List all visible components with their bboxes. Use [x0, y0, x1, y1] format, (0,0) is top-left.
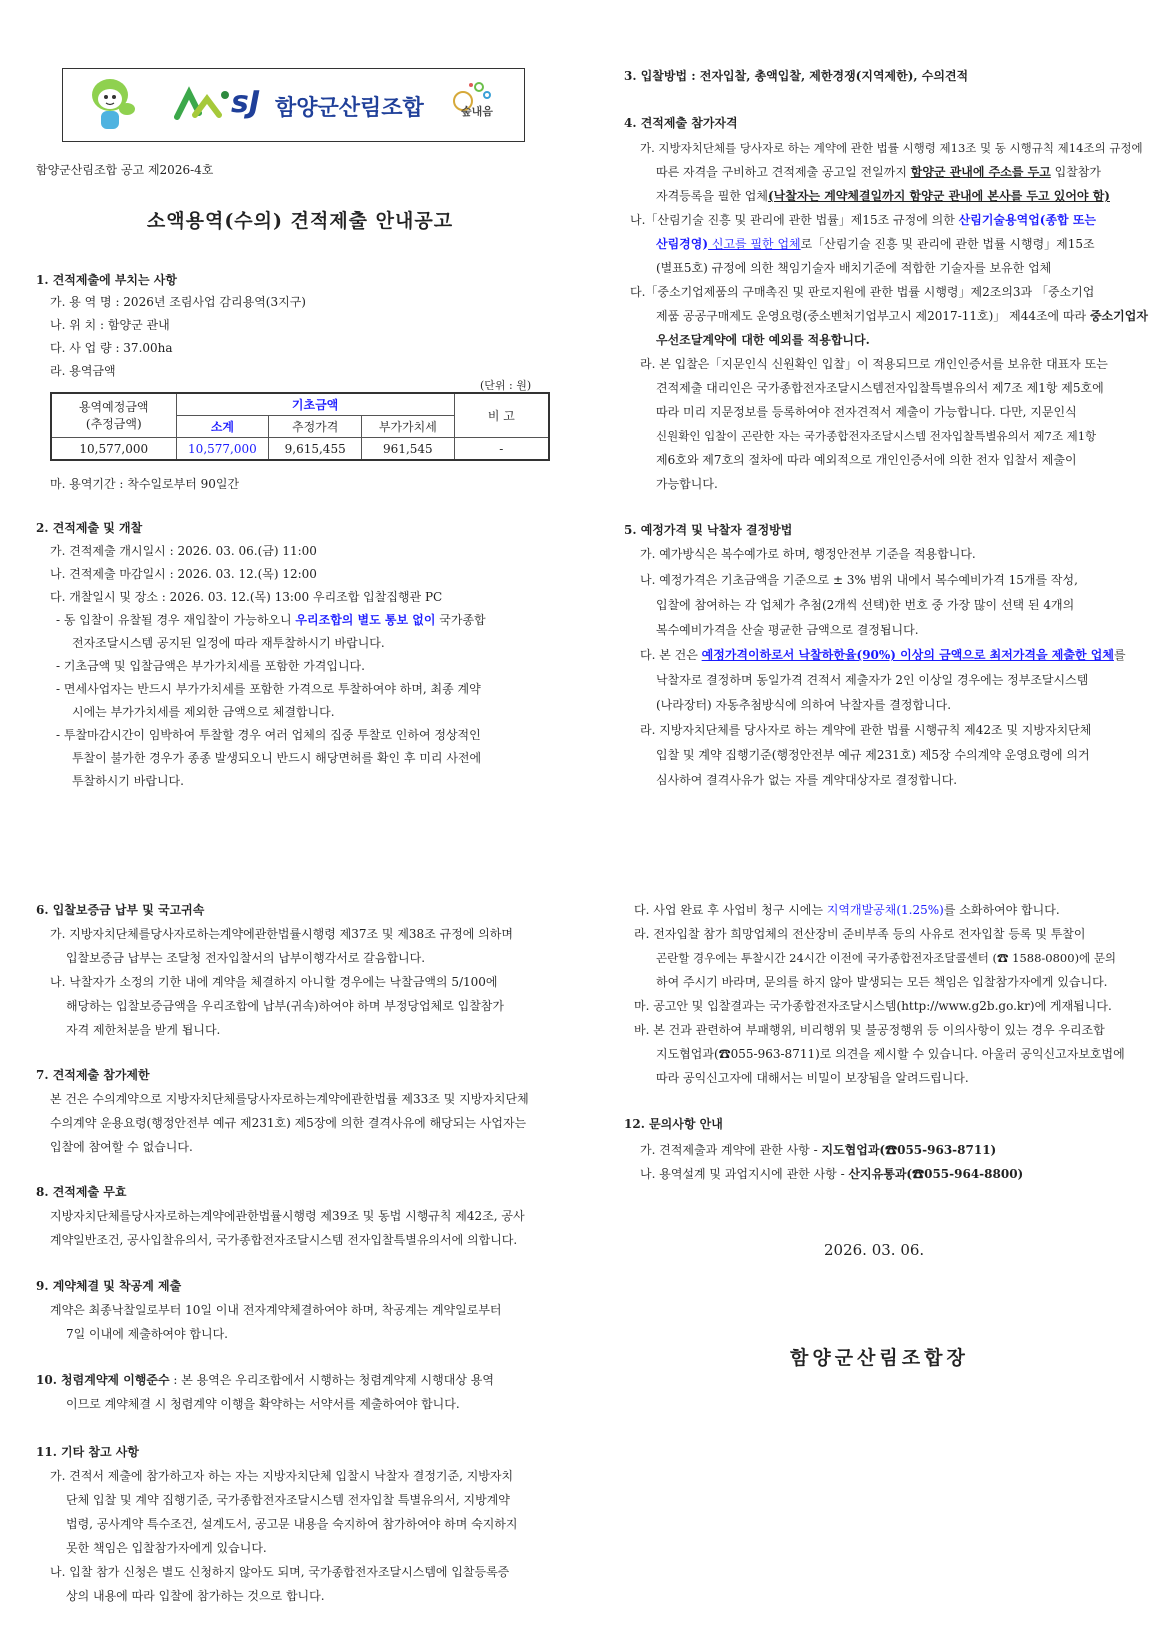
s1-item-e: 마. 용역기간 : 착수일로부터 90일간 — [50, 477, 240, 491]
s11-a-3: 법령, 공사계약 특수조건, 설계도서, 공고문 내용을 숙지하여 참가하여야 하며 숙지하지 — [66, 1517, 518, 1531]
s2-note-4-cont2: 투찰하시기 바랍니다. — [72, 774, 184, 788]
s2-note-4: - 투찰마감시간이 임박하여 투찰할 경우 여러 업체의 집중 투찰로 인하여 정상적인 — [56, 728, 481, 742]
s2-note-4-cont1: 투찰이 불가한 경우가 종종 발생되오니 반드시 해당면허를 확인 후 미리 사전에 — [72, 751, 482, 765]
s1-item-c: 다. 사 업 량 : 37.00ha — [50, 341, 173, 355]
s9-line-2: 7일 이내에 제출하여야 합니다. — [66, 1327, 228, 1341]
s5-d-1: 라. 지방자치단체를 당사자로 하는 계약에 관한 법률 시행규칙 제42조 및 지방자치단체 — [640, 723, 1092, 737]
s11-f-3: 따라 공익신고자에 대해서는 비밀이 보장됨을 알려드립니다. — [656, 1071, 969, 1085]
s4-b-2: 산림경영) 신고를 필한 업체로「산림기술 진흥 및 관리에 관한 법률 시행령」제15조 — [656, 237, 1095, 251]
section-1-heading: 1. 견적제출에 부치는 사항 — [36, 273, 177, 287]
s8-line-2: 계약일반조건, 공사입찰유의서, 국가종합전자조달시스템 전자입찰특별유의서에 의합니다. — [50, 1233, 518, 1247]
s4-a-2: 따른 자격을 구비하고 견적제출 공고일 전일까지 함양군 관내에 주소를 두고 입찰참가 — [656, 165, 1101, 179]
s5-a: 가. 예가방식은 복수예가로 하며, 행정안전부 기준을 적용합니다. — [640, 547, 976, 561]
section-8-heading: 8. 견적제출 무효 — [36, 1185, 127, 1199]
section-7-heading: 7. 견적제출 참가제한 — [36, 1068, 150, 1082]
note-header: 비 고 — [454, 393, 549, 438]
section-12-heading: 12. 문의사항 안내 — [624, 1117, 723, 1131]
notice-date: 2026. 03. 06. — [824, 1241, 925, 1259]
s4-d-5: 제6호와 제7호의 절차에 따라 예외적으로 개인인증서에 의한 전자 입찰서 제출이 — [656, 453, 1077, 467]
section-9-heading: 9. 계약체결 및 착공계 제출 — [36, 1279, 182, 1293]
note-value: - — [454, 438, 549, 461]
s5-b-3: 복수예비가격을 산술 평균한 금액으로 결정됩니다. — [656, 623, 919, 637]
s6-a-1: 가. 지방자치단체를당사자로하는계약에관한법률시행령 제37조 및 제38조 규정에 의하며 — [50, 927, 513, 941]
est-value: 10,577,000 — [51, 438, 176, 461]
mascot-icon — [81, 75, 139, 135]
table-row — [51, 438, 549, 461]
s5-c-2: 낙찰자로 결정하며 동일가격 견적서 제출자가 2인 이상일 경우에는 정부조달시스템 — [656, 673, 1089, 687]
s11-d-2: 곤란할 경우에는 투찰시간 24시간 이전에 국가종합전자조달콜센터 (☎ 1588-0800)에 문의 — [656, 951, 1117, 965]
s5-d-2: 입찰 및 계약 집행기준(행정안전부 예규 제231호) 제5장 수의계약 운영요령에 의거 — [656, 748, 1090, 762]
logo-banner — [62, 68, 525, 142]
s7-line-2: 수의계약 운용요령(행정안전부 예규 제231호) 제5장에 의한 결격사유에 해당되는 사업자는 — [50, 1116, 527, 1130]
unit-label: (단위 : 원) — [480, 379, 532, 392]
s4-d-1: 라. 본 입찰은「지문인식 신원확인 입찰」이 적용되므로 개인인증서를 보유한 대표자 또는 — [640, 357, 1108, 371]
s2-item-b: 나. 견적제출 마감일시 : 2026. 03. 12.(목) 12:00 — [50, 567, 317, 581]
s7-line-1: 본 건은 수의계약으로 지방자치단체를당사자로하는계약에관한법률 제33조 및 지방자치단체 — [50, 1092, 529, 1106]
notice-number: 함양군산림조합 공고 제2026-4호 — [36, 163, 214, 177]
estprice-value: 9,615,455 — [269, 438, 362, 461]
s5-c-1: 다. 본 건은 예정가격이하로서 낙찰하한율(90%) 이상의 금액으로 최저가격을 제출한 업체를 — [640, 648, 1126, 662]
sj-mark-icon — [173, 83, 233, 123]
s4-c-1: 다.「중소기업제품의 구매촉진 및 판로지원에 관한 법률 시행령」제2조의3과 「중소기업 — [630, 285, 1095, 299]
s11-a-2: 단체 입찰 및 계약 집행기준, 국가종합전자조달시스템 전자입찰 특별유의서, 지방계약 — [66, 1493, 510, 1507]
s11-f-2: 지도협업과(☎055-963-8711)로 의견을 제시할 수 있습니다. 아울러 공익신고자보호법에 — [656, 1047, 1125, 1061]
s4-d-4: 신원확인 입찰이 곤란한 자는 국가종합전자조달시스템 전자입찰특별유의서 제7조 제1항 — [656, 429, 1097, 443]
s7-line-3: 입찰에 참여할 수 없습니다. — [50, 1140, 193, 1154]
subtotal-header: 소계 — [176, 416, 269, 438]
s9-line-1: 계약은 최종낙찰일로부터 10일 이내 전자계약체결하여야 하며, 착공계는 계약일로부터 — [50, 1303, 502, 1317]
s11-c-1: 다. 사업 완료 후 사업비 청구 시에는 지역개발공채(1.25%)를 소화하여야 합니다. — [634, 903, 1060, 917]
org-logo-text: 함양군산림조합 — [275, 96, 424, 121]
section-11-heading: 11. 기타 참고 사항 — [36, 1445, 139, 1459]
s11-a-4: 못한 책임은 입찰참가자에게 있습니다. — [66, 1541, 267, 1555]
s12-b: 나. 용역설계 및 과업지시에 관한 사항 - 산지유통과(☎055-964-8800) — [640, 1167, 1024, 1181]
section-6-heading: 6. 입찰보증금 납부 및 국고귀속 — [36, 903, 205, 917]
s5-b-1: 나. 예정가격은 기초금액을 기준으로 ± 3% 범위 내에서 복수예비가격 15개를 작성, — [640, 573, 1078, 587]
s4-c-2: 제품 공공구매제도 운영요령(중소벤처기업부고시 제2017-11호)」 제44조에 따라 중소기업자 — [656, 309, 1148, 323]
s6-b-2: 해당하는 입찰보증금액을 우리조합에 납부(귀속)하여야 하며 부정당업체로 입찰참가 — [66, 999, 504, 1013]
s1-item-d: 라. 용역금액 — [50, 364, 116, 378]
page-title: 소액용역(수의) 견적제출 안내공고 — [146, 210, 454, 232]
s2-item-a: 가. 견적제출 개시일시 : 2026. 03. 06.(금) 11:00 — [50, 544, 317, 558]
s6-a-2: 입찰보증금 납부는 조달청 전자입찰서의 납부이행각서로 갈음합니다. — [66, 951, 426, 965]
s4-c-3: 우선조달계약에 대한 예외를 적용합니다. — [656, 333, 870, 347]
s2-note-3: - 면세사업자는 반드시 부가가치세를 포함한 가격으로 투찰하여야 하며, 최종 계약 — [56, 682, 481, 696]
s1-item-b: 나. 위 치 : 함양군 관내 — [50, 318, 170, 332]
s2-note-1: - 동 입찰이 유찰될 경우 재입찰이 가능하오니 우리조합의 별도 통보 없이 국가종합 — [56, 613, 486, 627]
s4-d-2: 견적제출 대리인은 국가종합전자조달시스템전자입찰특별유의서 제7조 제1항 제5호에 — [656, 381, 1104, 395]
section-2-heading: 2. 견적제출 및 개찰 — [36, 521, 143, 535]
s1-item-a: 가. 용 역 명 : 2026년 조림사업 감리용역(3지구) — [50, 295, 306, 309]
s4-d-3: 따라 미리 지문정보를 등록하여야 전자견적서 제출이 가능합니다. 다만, 지문인식 — [656, 405, 1077, 419]
base-header: 기초금액 — [176, 393, 454, 416]
s4-d-6: 가능합니다. — [656, 477, 718, 491]
section-3-line: 3. 입찰방법 : 전자입찰, 총액입찰, 제한경쟁(지역제한), 수의견적 — [624, 69, 969, 83]
section-4-heading: 4. 견적제출 참가자격 — [624, 116, 738, 130]
s5-d-3: 심사하여 결격사유가 없는 자를 계약대상자로 결정합니다. — [656, 773, 958, 787]
s11-d-1: 라. 전자입찰 참가 희망업체의 전산장비 준비부족 등의 사유로 전자입찰 등록 및 투찰이 — [634, 927, 1086, 941]
s5-c-3: (나라장터) 자동추첨방식에 의하여 낙찰자를 결정합니다. — [656, 698, 952, 712]
s6-b-1: 나. 낙찰자가 소정의 기한 내에 계약을 체결하지 아니할 경우에는 낙찰금액의 5/100에 — [50, 975, 498, 989]
s4-a-1: 가. 지방자치단체를 당사자로 하는 계약에 관한 법률 시행령 제13조 및 동 시행규칙 제14조의 규정에 — [640, 141, 1143, 155]
s2-note-3-cont: 시에는 부가가치세를 제외한 금액으로 체결합니다. — [72, 705, 335, 719]
s2-item-c: 다. 개찰일시 및 장소 : 2026. 03. 12.(목) 13:00 우리조합 입찰집행관 PC — [50, 590, 443, 604]
section-10-line: 10. 청렴계약제 이행준수 : 본 용역은 우리조합에서 시행하는 청렴계약제 시행대상 용역 — [36, 1373, 494, 1387]
s12-a: 가. 견적제출과 계약에 관한 사항 - 지도협업과(☎055-963-8711) — [640, 1143, 997, 1157]
subtotal-value: 10,577,000 — [176, 438, 269, 461]
s6-b-3: 자격 제한처분을 받게 됩니다. — [66, 1023, 221, 1037]
s8-line-1: 지방자치단체를당사자로하는계약에관한법률시행령 제39조 및 동법 시행규칙 제42조, 공사 — [50, 1209, 525, 1223]
s10-line-2: 이므로 계약체결 시 청렴계약 이행을 확약하는 서약서를 제출하여야 합니다. — [66, 1397, 460, 1411]
s4-b-3: (별표5호) 규정에 의한 책임기술자 배치기준에 적합한 기술자를 보유한 업체 — [656, 261, 1052, 275]
s4-b-1: 나.「산림기술 진흥 및 관리에 관한 법률」제15조 규정에 의한 산림기술용역업(종합 또는 — [630, 213, 1097, 227]
estprice-header: 추정가격 — [269, 416, 362, 438]
s5-b-2: 입찰에 참여하는 각 업체가 추첨(2개씩 선택)한 번호 중 가장 많이 선택 된 4개의 — [656, 598, 1075, 612]
signer: 함양군산림조합장 — [790, 1347, 969, 1369]
sj-logo-mark: sJ — [231, 85, 261, 120]
s11-e-1: 마. 공고안 및 입찰결과는 국가종합전자조달시스템(http://www.g2b.go.kr)에 게재됩니다. — [634, 999, 1112, 1013]
section-5-heading: 5. 예정가격 및 낙찰자 결정방법 — [624, 523, 793, 537]
fee-table — [50, 392, 550, 461]
s11-a-1: 가. 견적서 제출에 참가하고자 하는 자는 지방자치단체 입찰시 낙찰자 결정기준, 지방자치 — [50, 1469, 514, 1483]
est-header: 용역예정금액 (추정금액) — [51, 393, 176, 438]
s2-note-1-cont: 전자조달시스템 공지된 일정에 따라 재투찰하시기 바랍니다. — [72, 636, 385, 650]
vat-header: 부가가치세 — [362, 416, 455, 438]
brand-tag: 숲내음 — [461, 105, 493, 118]
s2-note-2: - 기초금액 및 입찰금액은 부가가치세를 포함한 가격입니다. — [56, 659, 365, 673]
s11-d-3: 하여 주시기 바라며, 문의를 하지 않아 발생되는 모든 책임은 입찰참가자에게 있습니다. — [656, 975, 1108, 989]
s11-f-1: 바. 본 건과 관련하여 부패행위, 비리행위 및 불공정행위 등 이의사항이 있는 경우 우리조합 — [634, 1023, 1105, 1037]
s4-a-3: 자격등록을 필한 업체(낙찰자는 계약체결일까지 함양군 관내에 본사를 두고 있어야 함) — [656, 189, 1110, 203]
s11-b-2: 상의 내용에 따라 입찰에 참가하는 것으로 합니다. — [66, 1589, 325, 1603]
s11-b-1: 나. 입찰 참가 신청은 별도 신청하지 않아도 되며, 국가종합전자조달시스템에 입찰등록증 — [50, 1565, 510, 1579]
vat-value: 961,545 — [362, 438, 455, 461]
